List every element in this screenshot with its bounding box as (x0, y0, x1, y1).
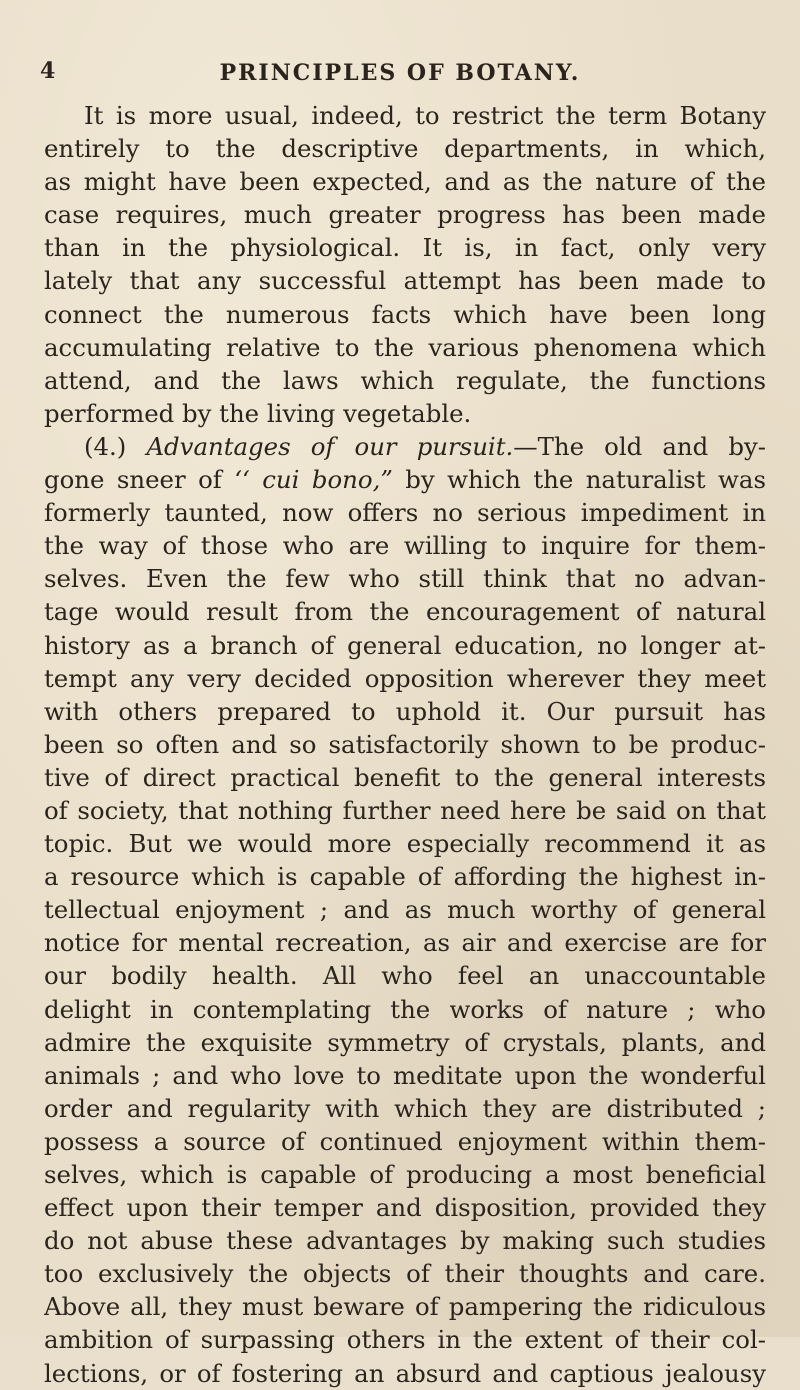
text-line: accumulating relative to the various phenomena which (44, 332, 766, 362)
text-line: admire the exquisite symmetry of crystals, plants, and (44, 1027, 766, 1057)
text-line: entirely to the descriptive departments, in which, (44, 134, 766, 164)
text-line: lately that any successful attempt has been made to (44, 266, 766, 296)
page-header (36, 56, 764, 90)
page-number: 4 (40, 58, 56, 84)
section-lead: —The old and by- (513, 431, 766, 461)
text-line: performed by the living vegetable. (44, 398, 472, 428)
section-number: (4.) (84, 431, 127, 461)
text-line: connect the numerous facts which have been long (44, 299, 766, 329)
section-title: Advantages of our pursuit. (146, 431, 514, 461)
text-line: lections, or of fostering an absurd and captious jealousy (44, 1358, 766, 1388)
text-line: of society, that nothing further need here be said on that (44, 795, 766, 825)
text-line: too exclusively the objects of their thoughts and care. (44, 1259, 766, 1289)
text-line: our bodily health. All who feel an unaccountable (44, 961, 766, 991)
text-line: animals ; and who love to meditate upon the wonderful (44, 1060, 766, 1090)
text-line: Above all, they must beware of pampering the ridiculous (44, 1292, 766, 1322)
latin-quote: ‘‘ cui bono,” (234, 465, 393, 495)
text-line: than in the physiological. It is, in fact, only very (44, 233, 766, 263)
text-line: effect upon their temper and disposition, provided they (44, 1193, 766, 1223)
text-line: It is more usual, indeed, to restrict the term Botany (84, 101, 766, 130)
text-line: tellectual enjoyment ; and as much worthy of general (44, 895, 766, 925)
text-line: tive of direct practical benefit to the general interests (44, 762, 766, 792)
text-line: delight in contemplating the works of nature ; who (44, 994, 766, 1024)
text-line: case requires, much greater progress has been made (44, 200, 766, 230)
text-line: selves, which is capable of producing a most beneficial (44, 1160, 766, 1189)
text-line: ambition of surpassing others in the extent of their col- (44, 1325, 766, 1355)
running-head: PRINCIPLES OF BOTANY. (219, 60, 581, 86)
text-line: do not abuse these advantages by making such studies (44, 1226, 766, 1256)
body-text (44, 99, 766, 1390)
text-line: been so often and so satisfactorily shown to be produc- (44, 729, 766, 759)
text-line: topic. But we would more especially recommend it as (44, 829, 766, 859)
text-line: formerly taunted, now offers no serious impediment in (44, 498, 766, 528)
text-line: as might have been expected, and as the nature of the (44, 167, 766, 197)
text-line: tage would result from the encouragement of natural (44, 597, 766, 627)
text-line: a resource which is capable of affording the highest in- (44, 862, 766, 892)
text-line: attend, and the laws which regulate, the functions (44, 365, 766, 395)
section-heading-line (44, 430, 766, 463)
text-line: gone sneer of ‘‘ cui bono,” by which the naturalist was (44, 465, 766, 495)
text-line: possess a source of continued enjoyment within them- (44, 1126, 766, 1156)
text-line: tempt any very decided opposition wherever they meet (44, 663, 766, 693)
text-line: with others prepared to uphold it. Our pursuit has (44, 696, 766, 726)
text-line: order and regularity with which they are distributed ; (44, 1093, 766, 1123)
text-line: selves. Even the few who still think that no advan- (44, 564, 766, 594)
text-line: history as a branch of general education, no longer at- (44, 630, 766, 660)
text-line: notice for mental recreation, as air and exercise are for (44, 928, 766, 958)
text-line: the way of those who are willing to inquire for them- (44, 531, 766, 561)
